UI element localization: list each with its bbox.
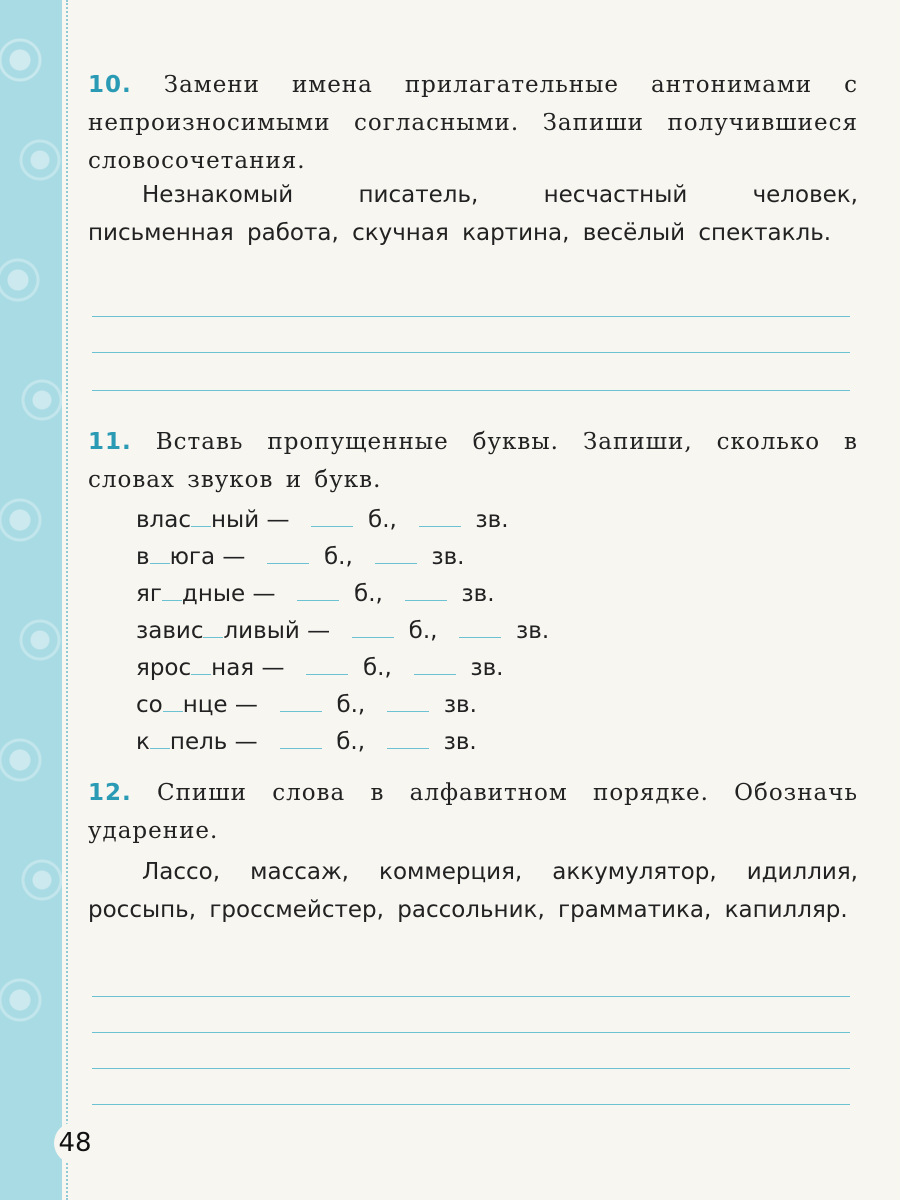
task-12-number: 12.	[88, 780, 132, 806]
missing-letter-blank[interactable]	[163, 689, 183, 712]
exercise-row	[136, 539, 464, 575]
task-12-text: Спиши слова в алфавитном порядке. Обозначь ударение.	[88, 780, 858, 844]
letters-count-blank[interactable]	[267, 541, 309, 564]
sounds-label: зв.	[516, 618, 550, 644]
dash: —	[307, 618, 331, 644]
word-end: дные	[181, 581, 246, 607]
dash: —	[234, 692, 258, 718]
answer-line[interactable]	[92, 1068, 850, 1069]
letters-label: б.,	[363, 655, 392, 681]
word-end: нце	[182, 692, 228, 718]
letters-label: б.,	[336, 692, 366, 718]
margin-dotted-line	[66, 0, 68, 1200]
word-end: юга	[169, 544, 216, 570]
sounds-label: зв.	[431, 544, 465, 570]
letters-label: б.,	[368, 507, 397, 533]
task-11-number: 11.	[88, 429, 132, 455]
word-start: яг	[136, 581, 162, 607]
task-12-words: Лассо, массаж, коммерция, аккумулятор, идиллия, россыпь, гроссмейстер, рассольник, грамматика, капилляр.	[88, 859, 858, 923]
word-end: ный	[211, 507, 260, 533]
sounds-label: зв.	[443, 729, 477, 755]
letters-label: б.,	[408, 618, 438, 644]
letters-count-blank[interactable]	[306, 652, 348, 675]
letters-count-blank[interactable]	[280, 689, 322, 712]
word-end: ливый	[223, 618, 300, 644]
page-number: 48	[54, 1122, 96, 1164]
answer-line[interactable]	[92, 1032, 850, 1033]
sounds-label: зв.	[475, 507, 509, 533]
answer-line[interactable]	[92, 1104, 850, 1105]
letters-label: б.,	[336, 729, 366, 755]
missing-letter-blank[interactable]	[191, 504, 211, 527]
letters-count-blank[interactable]	[297, 578, 339, 601]
sounds-label: зв.	[461, 581, 495, 607]
sounds-count-blank[interactable]	[414, 652, 456, 675]
task-12-instruction	[88, 774, 858, 850]
sounds-count-blank[interactable]	[459, 615, 501, 638]
exercise-row	[136, 502, 509, 538]
letters-count-blank[interactable]	[280, 726, 322, 749]
word-start: в	[136, 544, 150, 570]
letters-label: б.,	[354, 581, 383, 607]
letters-count-blank[interactable]	[352, 615, 394, 638]
sounds-label: зв.	[443, 692, 477, 718]
exercise-row	[136, 650, 503, 686]
decorative-margin	[0, 0, 62, 1200]
missing-letter-blank[interactable]	[191, 652, 211, 675]
missing-letter-blank[interactable]	[203, 615, 223, 638]
word-end: ная	[211, 655, 255, 681]
missing-letter-blank[interactable]	[150, 726, 170, 749]
exercise-row	[136, 724, 477, 760]
missing-letter-blank[interactable]	[162, 578, 182, 601]
dash: —	[261, 655, 285, 681]
word-start: со	[136, 692, 163, 718]
missing-letter-blank[interactable]	[150, 541, 170, 564]
task-11-text: Вставь пропущенные буквы. Запиши, сколько в словах звуков и букв.	[88, 429, 859, 493]
sounds-count-blank[interactable]	[375, 541, 417, 564]
dash: —	[266, 507, 290, 533]
sounds-count-blank[interactable]	[419, 504, 461, 527]
dash: —	[234, 729, 258, 755]
exercise-row	[136, 613, 549, 649]
task-10-words: Незнакомый писатель, несчастный человек, письменная работа, скучная картина, весёлый спектакль.	[88, 182, 858, 246]
answer-line[interactable]	[92, 996, 850, 997]
sounds-count-blank[interactable]	[387, 689, 429, 712]
exercise-row	[136, 576, 495, 612]
letters-label: б.,	[323, 544, 353, 570]
answer-line[interactable]	[92, 390, 850, 391]
word-start: влас	[136, 507, 191, 533]
dash: —	[222, 544, 246, 570]
answer-line[interactable]	[92, 316, 850, 317]
dash: —	[252, 581, 276, 607]
sounds-count-blank[interactable]	[405, 578, 447, 601]
exercise-row	[136, 687, 477, 723]
answer-line[interactable]	[92, 352, 850, 353]
task-10-instruction	[88, 66, 858, 180]
task-10-number: 10.	[88, 72, 132, 98]
sounds-label: зв.	[470, 655, 504, 681]
task-10-text: Замени имена прилагательные антонимами с непроизносимыми согласными. Запиши получившиеся словосочетания.	[88, 72, 859, 174]
word-start: ярос	[136, 655, 192, 681]
word-start: к	[136, 729, 150, 755]
word-end: пель	[169, 729, 228, 755]
task-11-instruction	[88, 423, 858, 499]
word-start: завис	[136, 618, 204, 644]
letters-count-blank[interactable]	[311, 504, 353, 527]
sounds-count-blank[interactable]	[387, 726, 429, 749]
